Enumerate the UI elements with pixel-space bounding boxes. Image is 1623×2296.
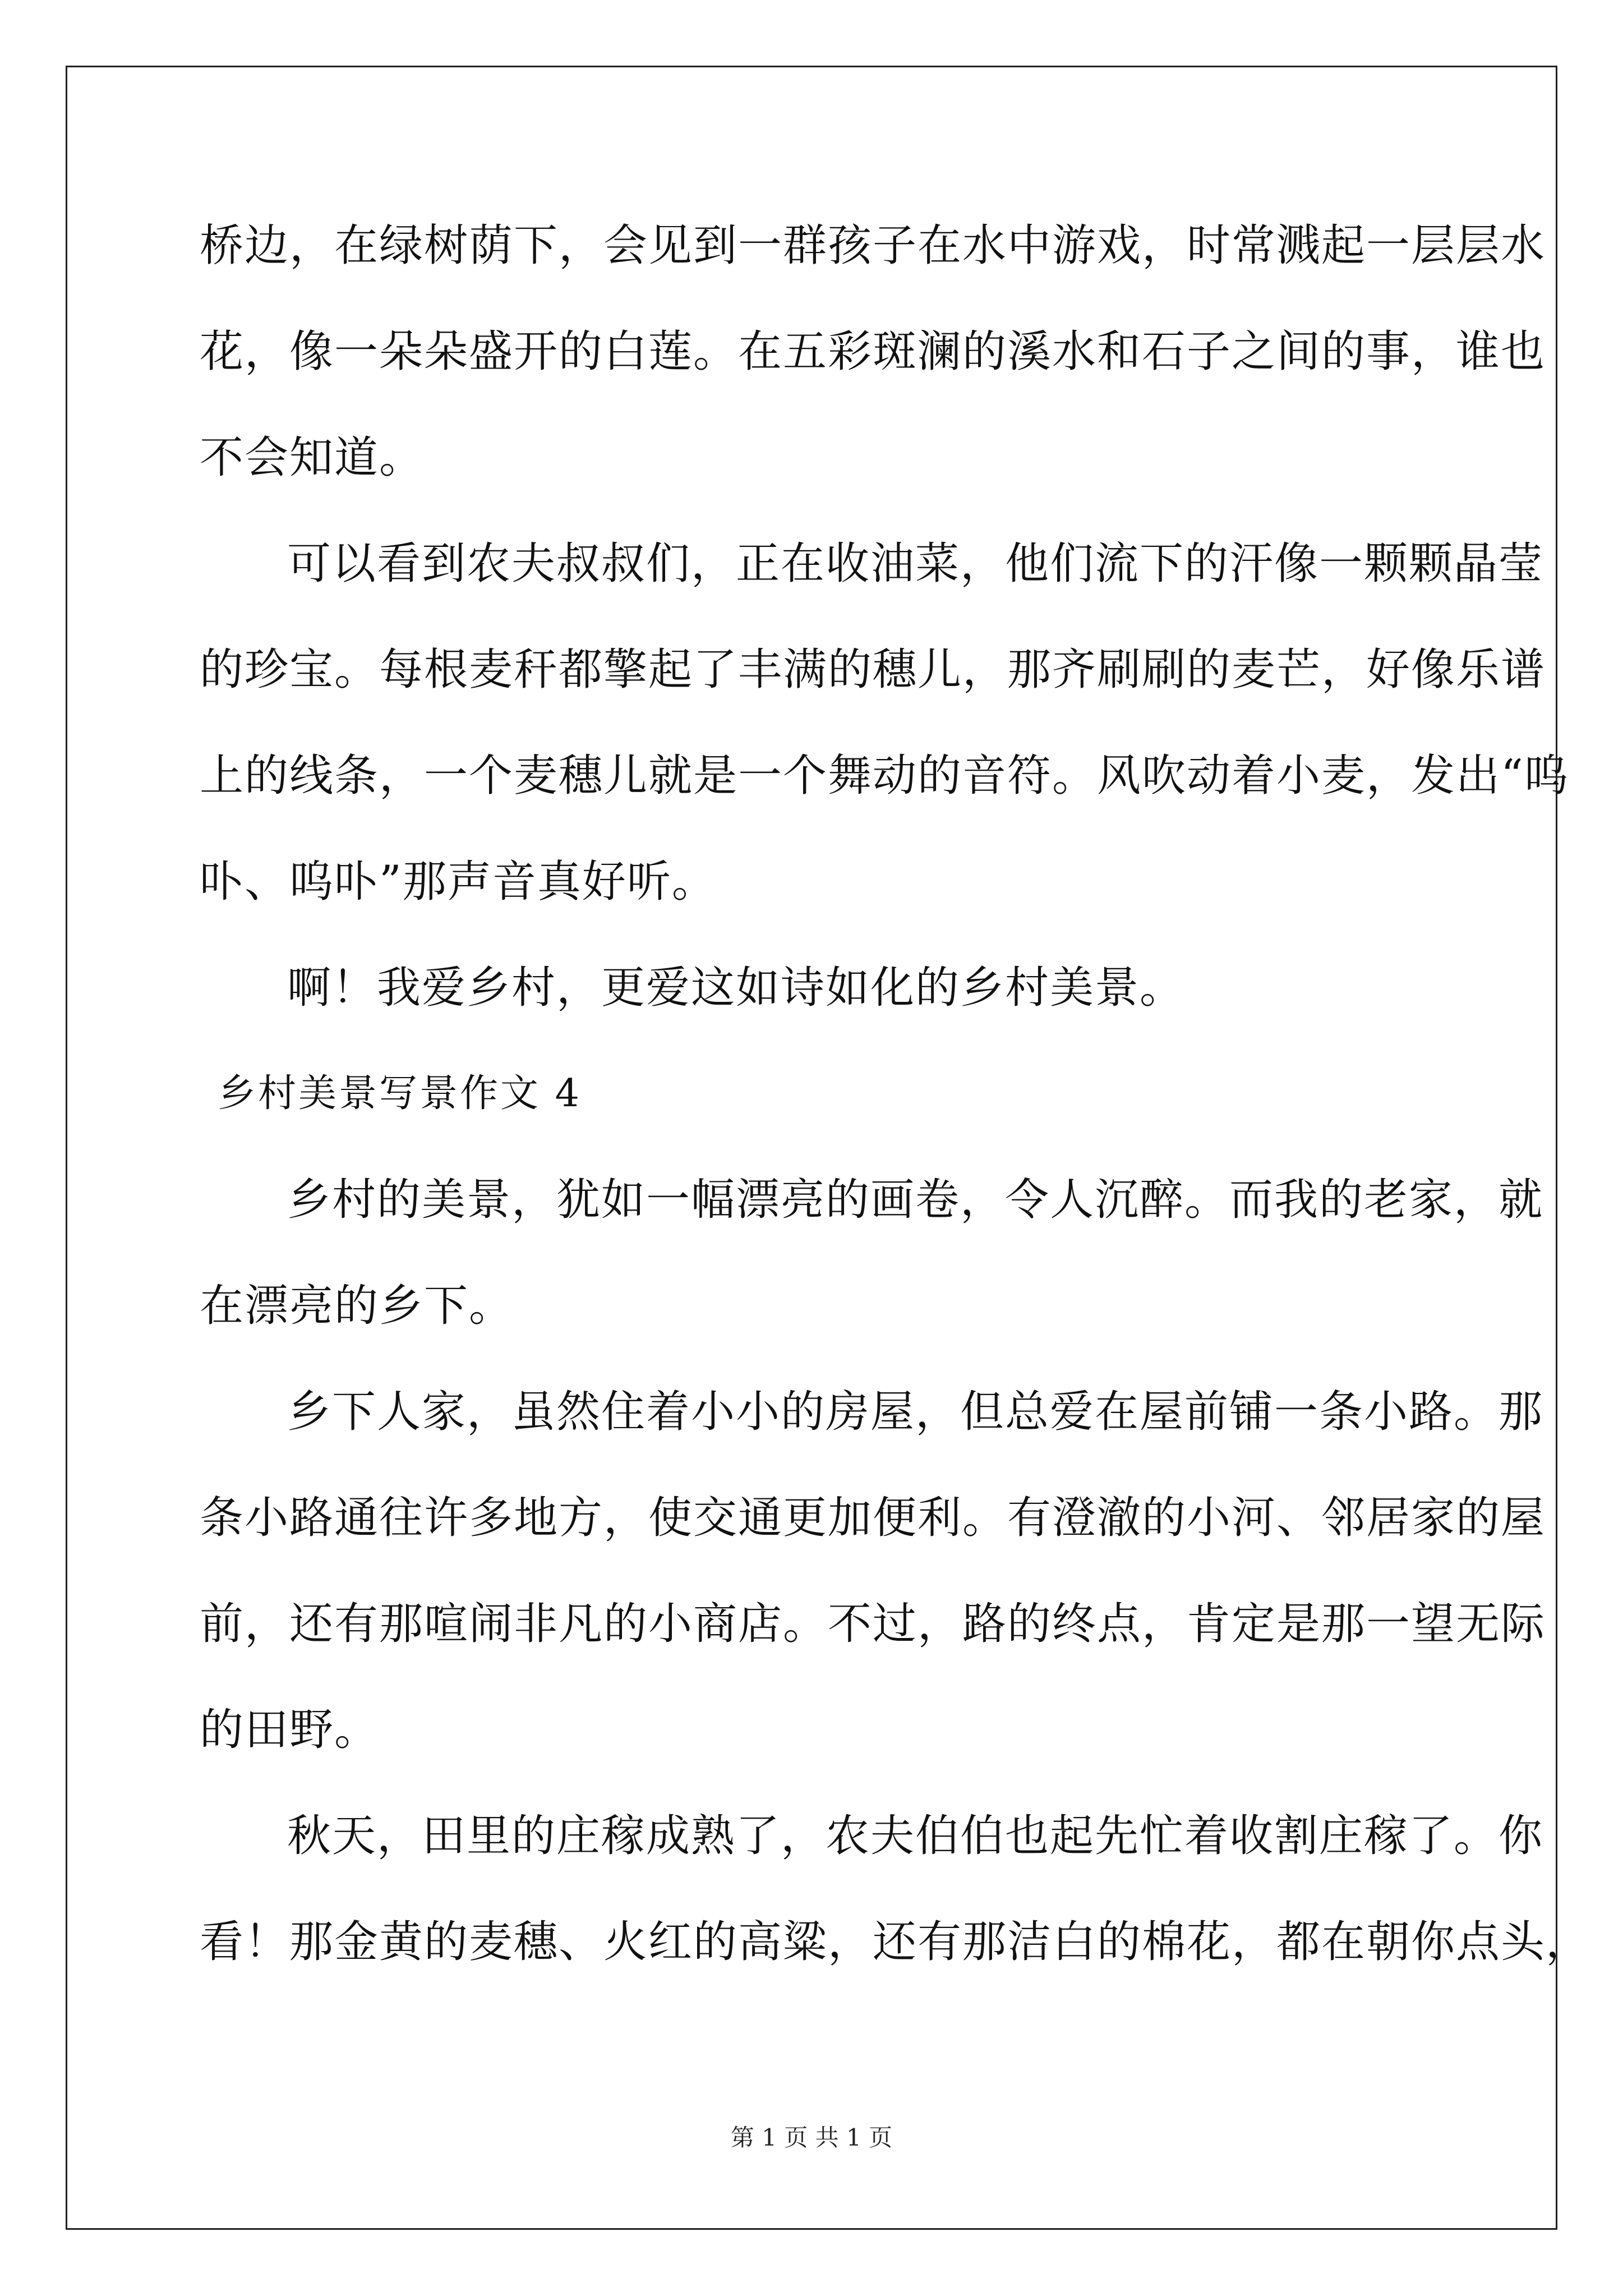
text-line: 上的线条，一个麦穗儿就是一个舞动的音符。风吹动着小麦，发出“呜 bbox=[200, 751, 1569, 801]
paragraph-first-line: 乡下人家，虽然住着小小的房屋，但总爱在屋前铺一条小路。那 bbox=[287, 1387, 1544, 1437]
paragraph-first-line: 乡村的美景，犹如一幅漂亮的画卷，令人沉醉。而我的老家，就 bbox=[287, 1175, 1544, 1225]
document-body bbox=[200, 219, 1591, 2021]
text-line: 前，还有那喧闹非凡的小商店。不过，路的终点，肯定是那一望无际 bbox=[200, 1599, 1546, 1649]
page-number-footer: 第 1 页 共 1 页 bbox=[730, 2124, 893, 2151]
text-line: 的珍宝。每根麦秆都擎起了丰满的穗儿，那齐刷刷的麦芒，好像乐谱 bbox=[200, 645, 1546, 695]
text-line: 桥边，在绿树荫下，会见到一群孩子在水中游戏，时常溅起一层层水 bbox=[200, 220, 1546, 271]
paragraph-first-line: 秋天，田里的庄稼成熟了，农夫伯伯也起先忙着收割庄稼了。你 bbox=[287, 1811, 1544, 1861]
text-line: 不会知道。 bbox=[200, 432, 425, 483]
text-line: 看！那金黄的麦穗、火红的高粱，还有那洁白的棉花，都在朝你点头， bbox=[200, 1917, 1591, 1967]
text-line: 在漂亮的乡下。 bbox=[200, 1281, 514, 1331]
text-line: 条小路通往许多地方，使交通更加便利。有澄澈的小河、邻居家的屋 bbox=[200, 1493, 1546, 1543]
text-line: 卟、呜卟”那声音真好听。 bbox=[200, 857, 717, 907]
paragraph-first-line: 可以看到农夫叔叔们，正在收油菜，他们流下的汗像一颗颗晶莹 bbox=[287, 539, 1544, 589]
text-line: 花，像一朵朵盛开的白莲。在五彩斑澜的溪水和石子之间的事，谁也 bbox=[200, 326, 1546, 377]
section-heading: 乡村美景写景作文 4 bbox=[218, 1071, 582, 1116]
text-line: 的田野。 bbox=[200, 1705, 380, 1755]
paragraph-first-line: 啊！我爱乡村，更爱这如诗如化的乡村美景。 bbox=[287, 963, 1185, 1013]
